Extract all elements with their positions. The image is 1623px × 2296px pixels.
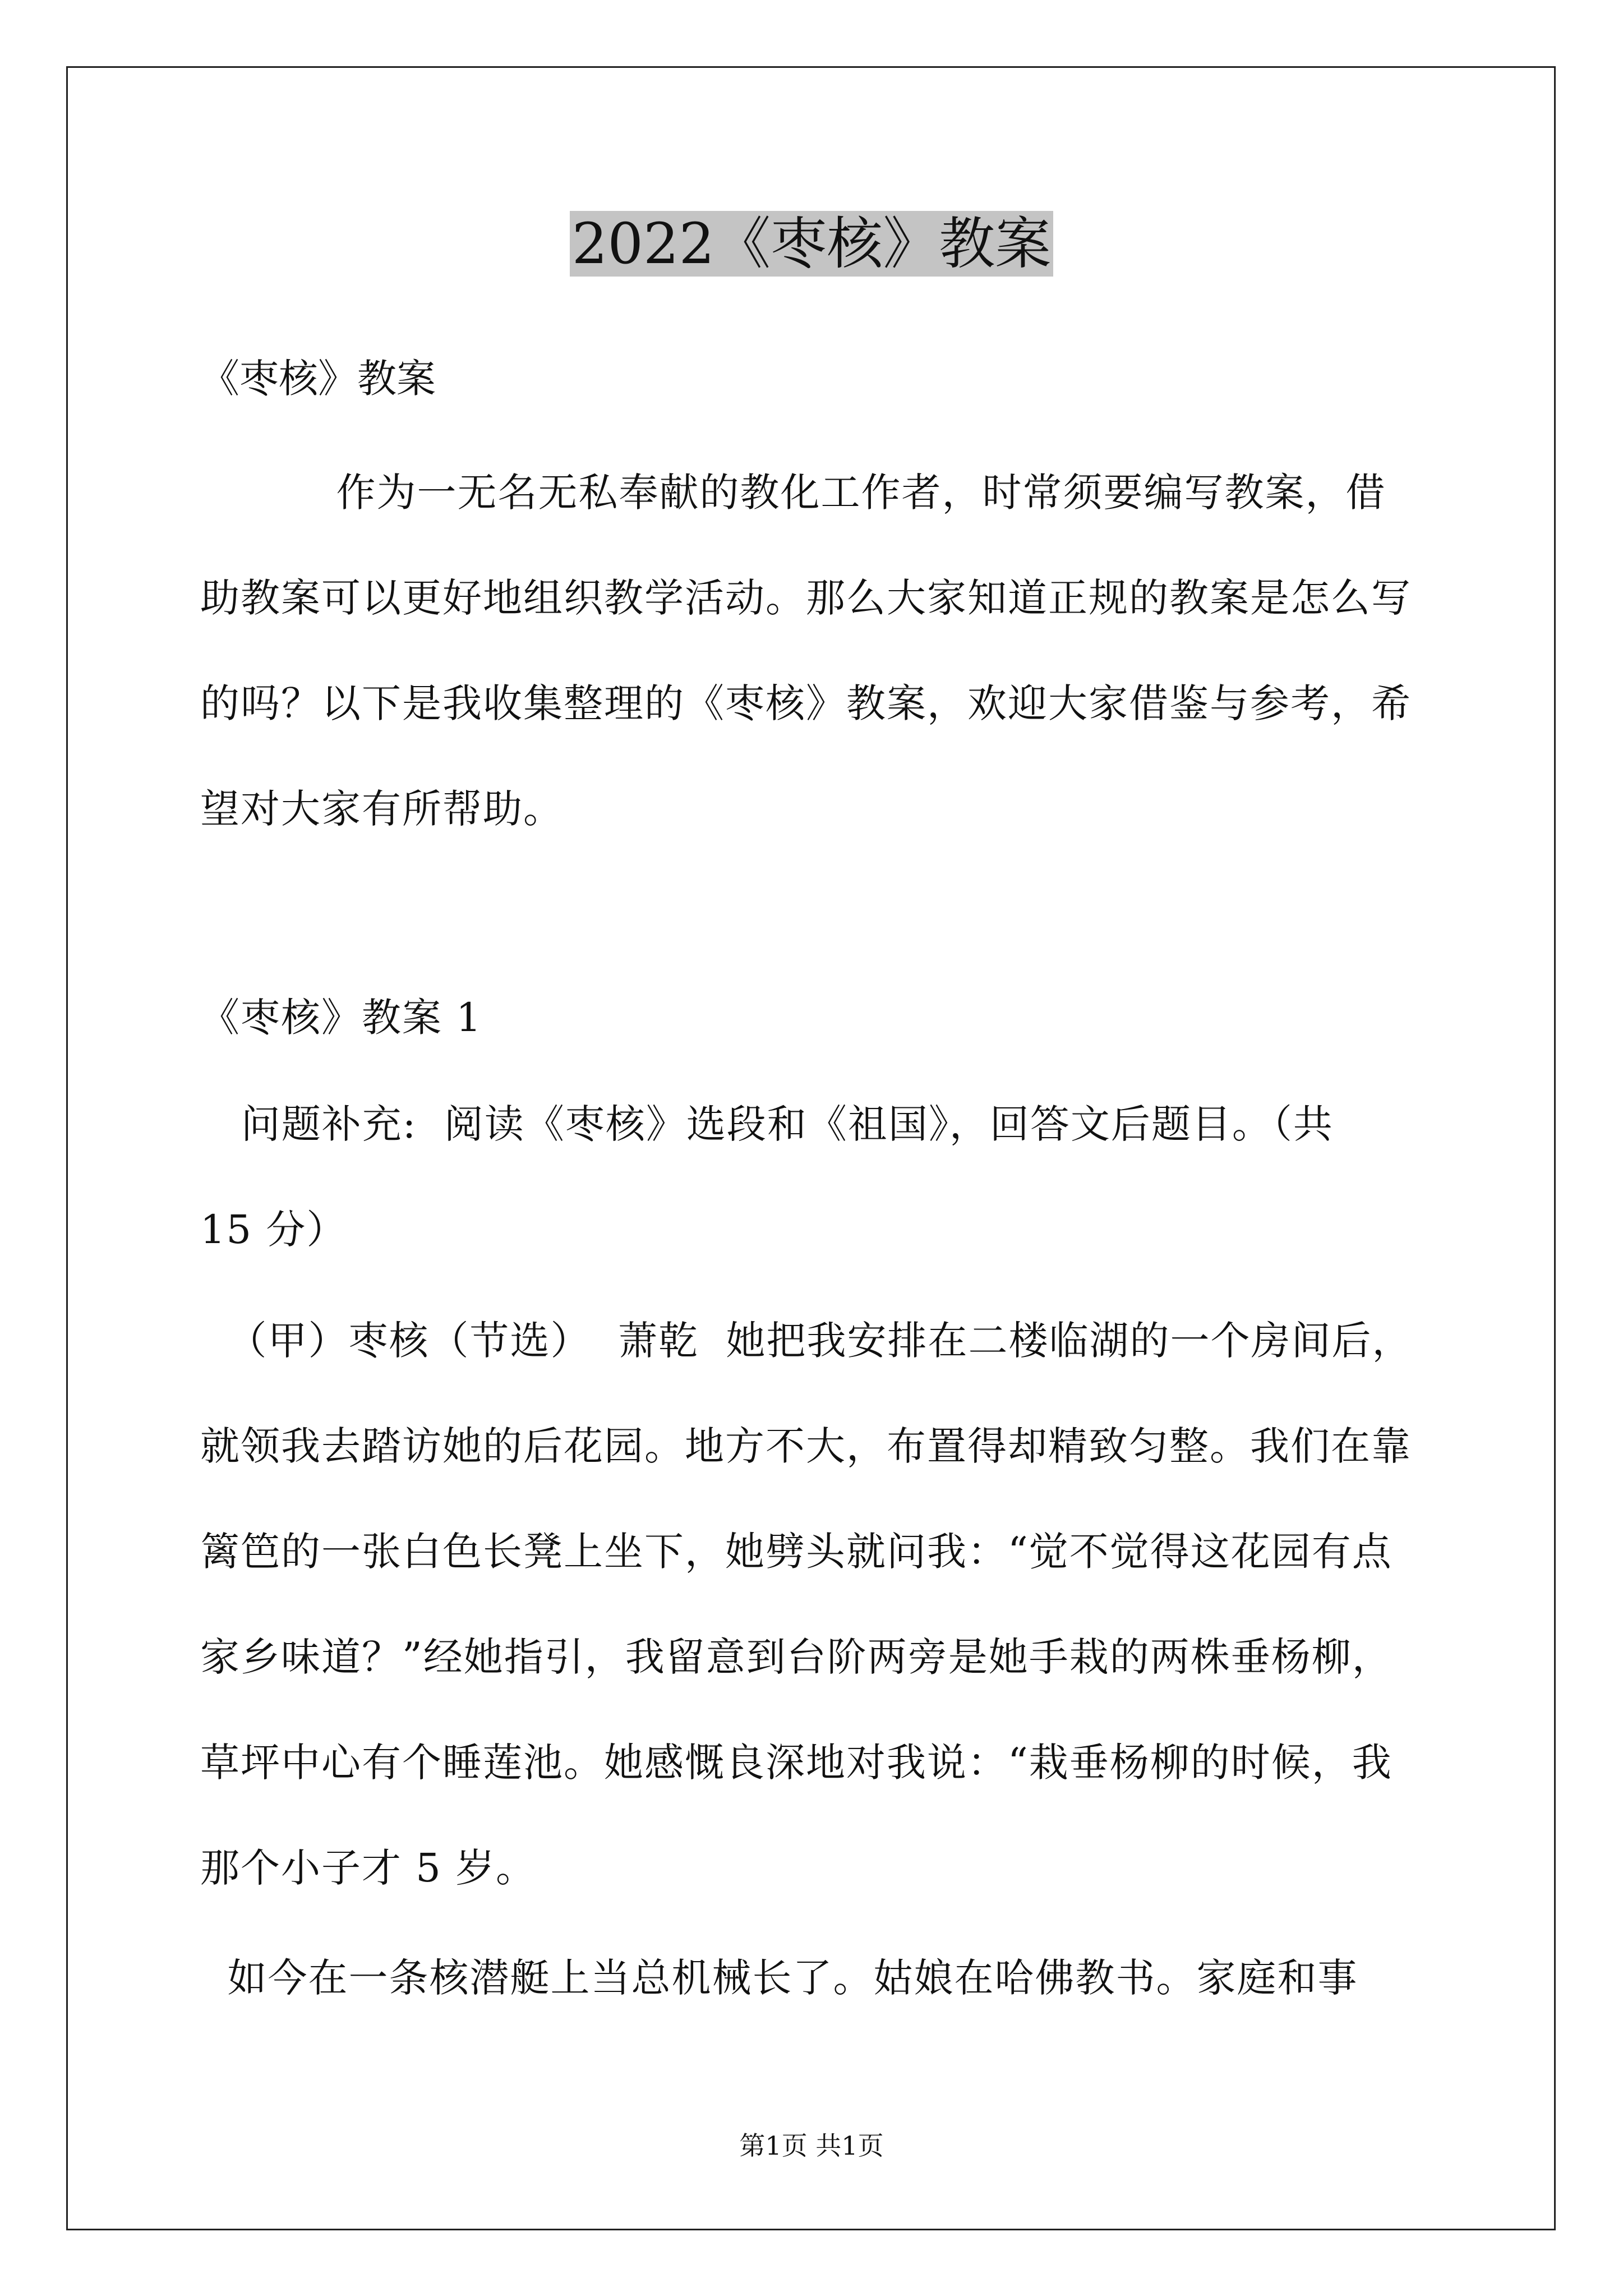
intro-line-4: 望对大家有所帮助。 (200, 786, 564, 832)
intro-line-2: 助教案可以更好地组织教学活动。那么大家知道正规的教案是怎么写 (200, 575, 1412, 621)
passage-line-5: 草坪中心有个睡莲池。她感慨良深地对我说：“栽垂杨柳的时候，我 (200, 1740, 1393, 1786)
question-line-1: 问题补充: 阅读《枣核》选段和《祖国》，回答文后题目。（共 (200, 1101, 1334, 1147)
passage-line-4: 家乡味道？”经她指引，我留意到台阶两旁是她手栽的两株垂杨柳， (200, 1634, 1393, 1680)
question-line-2: 15 分） (200, 1207, 347, 1253)
intro-line-3: 的吗？以下是我收集整理的《枣核》教案，欢迎大家借鉴与参考，希 (200, 680, 1412, 726)
page-footer: 第1页 共1页 (739, 2131, 884, 2161)
continued-line: 如今在一条核潜艇上当总机械长了。姑娘在哈佛教书。家庭和事 (200, 1955, 1358, 2001)
passage-line-2: 就领我去踏访她的后花园。地方不大，布置得却精致匀整。我们在靠 (200, 1423, 1412, 1469)
passage-line-3: 篱笆的一张白色长凳上坐下，她劈头就问我：“觉不觉得这花园有点 (200, 1529, 1393, 1575)
section-heading: 《枣核》教案 1 (200, 995, 482, 1041)
document-title-text: 2022《枣核》教案 (570, 211, 1054, 277)
intro-line-1: 作为一无名无私奉献的教化工作者，时常须要编写教案，借 (200, 470, 1386, 516)
document-title (0, 205, 1623, 283)
document-subtitle: 《枣核》教案 (200, 356, 436, 402)
passage-line-1: （甲）枣核（节选） 萧乾 她把我安排在二楼临湖的一个房间后， (200, 1318, 1413, 1364)
passage-line-6: 那个小子才 5 岁。 (200, 1845, 537, 1891)
